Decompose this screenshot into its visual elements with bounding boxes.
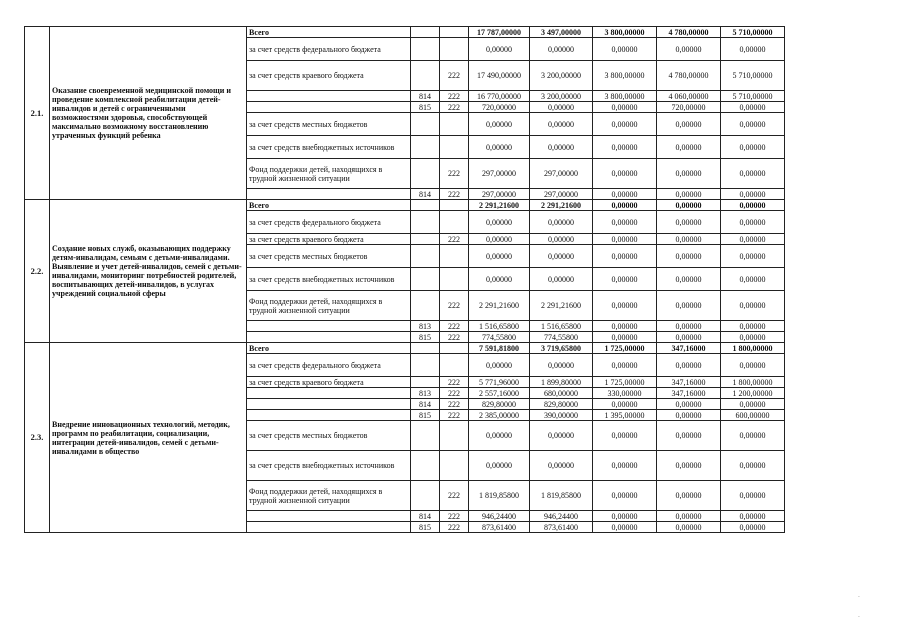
code-cell [411,113,440,136]
amount-cell: 0,00000 [721,268,785,291]
amount-cell: 0,00000 [469,245,530,268]
code-cell: 222 [440,159,469,189]
funding-source: за счет средств местных бюджетов [247,245,411,268]
amount-cell: 873,61400 [469,522,530,533]
amount-cell: 0,00000 [657,136,721,159]
amount-cell: 5 710,00000 [721,91,785,102]
amount-cell: 0,00000 [469,38,530,61]
amount-cell: 0,00000 [469,136,530,159]
funding-source: за счет средств федерального бюджета [247,354,411,377]
amount-cell: 0,00000 [469,268,530,291]
code-cell: 222 [440,61,469,91]
funding-source: за счет средств внебюджетных источников [247,451,411,481]
amount-cell: 0,00000 [721,200,785,211]
amount-cell: 0,00000 [530,38,593,61]
amount-cell: 0,00000 [721,291,785,321]
amount-cell: 680,00000 [530,388,593,399]
funding-source [247,332,411,343]
amount-cell: 0,00000 [593,189,657,200]
code-cell [411,451,440,481]
amount-cell: 3 800,00000 [593,27,657,38]
amount-cell: 0,00000 [657,354,721,377]
code-cell [440,200,469,211]
amount-cell: 2 291,21600 [530,291,593,321]
funding-source [247,399,411,410]
code-cell: 815 [411,522,440,533]
amount-cell: 0,00000 [657,399,721,410]
amount-cell: 0,00000 [657,321,721,332]
code-cell [440,211,469,234]
amount-cell: 1 800,00000 [721,377,785,388]
amount-cell: 0,00000 [593,200,657,211]
section-index: 2.1. [25,27,50,200]
total-row [25,343,785,354]
amount-cell: 774,55800 [530,332,593,343]
code-cell [440,27,469,38]
amount-cell: 946,24400 [469,511,530,522]
amount-cell: 946,24400 [530,511,593,522]
amount-cell: 3 497,00000 [530,27,593,38]
amount-cell: 0,00000 [721,354,785,377]
amount-cell: 0,00000 [721,38,785,61]
code-cell [440,268,469,291]
funding-source [247,91,411,102]
code-cell: 222 [440,511,469,522]
amount-cell: 0,00000 [721,159,785,189]
amount-cell: 3 719,65800 [530,343,593,354]
amount-cell: 0,00000 [530,113,593,136]
amount-cell: 0,00000 [657,522,721,533]
amount-cell: 0,00000 [657,189,721,200]
code-cell: 222 [440,102,469,113]
code-cell [440,136,469,159]
amount-cell: 0,00000 [657,481,721,511]
amount-cell: 7 591,81800 [469,343,530,354]
code-cell [440,38,469,61]
amount-cell: 347,16000 [657,377,721,388]
funding-source: за счет средств федерального бюджета [247,38,411,61]
amount-cell: 4 780,00000 [657,61,721,91]
code-cell: 222 [440,332,469,343]
amount-cell: 0,00000 [593,511,657,522]
amount-cell: 0,00000 [721,421,785,451]
amount-cell: 0,00000 [593,245,657,268]
code-cell: 814 [411,399,440,410]
amount-cell: 0,00000 [530,136,593,159]
amount-cell: 2 291,21600 [469,291,530,321]
amount-cell: 0,00000 [721,211,785,234]
amount-cell: 0,00000 [721,234,785,245]
amount-cell: 0,00000 [593,451,657,481]
funding-source: за счет средств внебюджетных источников [247,268,411,291]
amount-cell: 0,00000 [721,481,785,511]
amount-cell: 0,00000 [530,451,593,481]
section-index: 2.2. [25,200,50,343]
code-cell [411,200,440,211]
amount-cell: 1 516,65800 [530,321,593,332]
amount-cell: 2 291,21600 [469,200,530,211]
amount-cell: 0,00000 [469,234,530,245]
amount-cell: 0,00000 [657,511,721,522]
code-cell [411,291,440,321]
amount-cell: 0,00000 [657,451,721,481]
amount-cell: 0,00000 [469,211,530,234]
amount-cell: 0,00000 [593,291,657,321]
amount-cell: 0,00000 [469,354,530,377]
code-cell [411,61,440,91]
code-cell: 222 [440,189,469,200]
funding-source: Всего [247,200,411,211]
funding-source: за счет средств краевого бюджета [247,234,411,245]
amount-cell: 1 395,00000 [593,410,657,421]
code-cell: 222 [440,399,469,410]
amount-cell: 0,00000 [721,189,785,200]
amount-cell: 0,00000 [657,159,721,189]
funding-source [247,388,411,399]
amount-cell: 0,00000 [721,522,785,533]
amount-cell: 4 780,00000 [657,27,721,38]
amount-cell: 0,00000 [593,38,657,61]
code-cell [440,451,469,481]
funding-source: Фонд поддержки детей, находящихся в трудной жизненной ситуации [247,291,411,321]
code-cell: 815 [411,410,440,421]
amount-cell: 0,00000 [593,522,657,533]
amount-cell: 1 725,00000 [593,377,657,388]
amount-cell: 0,00000 [657,113,721,136]
amount-cell: 330,00000 [593,388,657,399]
code-cell [411,268,440,291]
amount-cell: 1 899,80000 [530,377,593,388]
code-cell: 814 [411,189,440,200]
amount-cell: 1 819,85800 [530,481,593,511]
amount-cell: 0,00000 [593,234,657,245]
funding-source [247,511,411,522]
amount-cell: 0,00000 [593,102,657,113]
funding-source: за счет средств краевого бюджета [247,61,411,91]
amount-cell: 0,00000 [721,399,785,410]
funding-source: за счет средств федерального бюджета [247,211,411,234]
code-cell [440,113,469,136]
code-cell [411,159,440,189]
amount-cell: 0,00000 [469,421,530,451]
code-cell: 813 [411,388,440,399]
amount-cell: 0,00000 [721,136,785,159]
section-description: Создание новых служб, оказывающих поддержку детям-инвалидам, семьям с детьми-инвалидами. Выявление и учет детей-инвалидов, семей с детьми-инвалидами, мониторинг потребностей родителей, воспитывающих детей-инвалидов, в услугах учреждений социальной сферы [50,200,247,343]
code-cell [411,234,440,245]
amount-cell: 390,00000 [530,410,593,421]
amount-cell: 0,00000 [657,38,721,61]
funding-source: за счет средств краевого бюджета [247,377,411,388]
code-cell [440,343,469,354]
section-description: Оказание своевременной медицинской помощи и проведение комплексной реабилитации детей-инвалидов и детей с ограниченными возможностями здоровья, способствующей максимально возможному восстановлению утраченных функций ребенка [50,27,247,200]
amount-cell: 5 710,00000 [721,27,785,38]
amount-cell: 600,00000 [721,410,785,421]
amount-cell: 5 710,00000 [721,61,785,91]
code-cell [411,354,440,377]
amount-cell: 0,00000 [721,451,785,481]
funding-source [247,321,411,332]
amount-cell: 0,00000 [721,113,785,136]
amount-cell: 297,00000 [530,159,593,189]
code-cell [411,421,440,451]
amount-cell: 720,00000 [657,102,721,113]
code-cell [411,27,440,38]
amount-cell: 4 060,00000 [657,91,721,102]
amount-cell: 829,80000 [469,399,530,410]
amount-cell: 1 725,00000 [593,343,657,354]
amount-cell: 0,00000 [593,268,657,291]
funding-source [247,102,411,113]
funding-source: Фонд поддержки детей, находящихся в трудной жизненной ситуации [247,159,411,189]
code-cell [411,136,440,159]
margin-mark: · [858,614,860,621]
amount-cell: 0,00000 [469,451,530,481]
amount-cell: 0,00000 [657,332,721,343]
amount-cell: 0,00000 [721,511,785,522]
code-cell: 222 [440,377,469,388]
code-cell: 222 [440,410,469,421]
amount-cell: 347,16000 [657,388,721,399]
margin-mark: · [858,594,860,601]
code-cell [440,245,469,268]
amount-cell: 0,00000 [530,234,593,245]
code-cell: 222 [440,291,469,321]
code-cell: 222 [440,522,469,533]
amount-cell: 1 800,00000 [721,343,785,354]
code-cell: 222 [440,388,469,399]
amount-cell: 0,00000 [593,399,657,410]
code-cell: 222 [440,481,469,511]
amount-cell: 0,00000 [657,234,721,245]
amount-cell: 0,00000 [593,159,657,189]
amount-cell: 0,00000 [657,410,721,421]
amount-cell: 0,00000 [657,291,721,321]
amount-cell: 720,00000 [469,102,530,113]
code-cell [411,245,440,268]
total-row [25,200,785,211]
amount-cell: 774,55800 [469,332,530,343]
code-cell: 222 [440,91,469,102]
amount-cell: 0,00000 [530,211,593,234]
code-cell: 813 [411,321,440,332]
amount-cell: 0,00000 [657,268,721,291]
amount-cell: 297,00000 [530,189,593,200]
amount-cell: 0,00000 [530,102,593,113]
amount-cell: 0,00000 [593,421,657,451]
code-cell [440,354,469,377]
code-cell: 222 [440,234,469,245]
budget-table [24,26,785,533]
amount-cell: 0,00000 [657,200,721,211]
funding-source [247,522,411,533]
amount-cell: 0,00000 [721,332,785,343]
total-row [25,27,785,38]
amount-cell: 0,00000 [593,321,657,332]
code-cell [411,343,440,354]
amount-cell: 0,00000 [721,245,785,268]
amount-cell: 16 770,00000 [469,91,530,102]
code-cell: 815 [411,102,440,113]
code-cell: 814 [411,511,440,522]
amount-cell: 0,00000 [469,113,530,136]
amount-cell: 3 800,00000 [593,61,657,91]
amount-cell: 1 819,85800 [469,481,530,511]
amount-cell: 3 800,00000 [593,91,657,102]
amount-cell: 0,00000 [593,113,657,136]
code-cell [411,481,440,511]
funding-source [247,189,411,200]
code-cell [411,38,440,61]
amount-cell: 0,00000 [657,421,721,451]
amount-cell: 0,00000 [657,245,721,268]
amount-cell: 2 557,16000 [469,388,530,399]
funding-source: Фонд поддержки детей, находящихся в трудной жизненной ситуации [247,481,411,511]
amount-cell: 3 200,00000 [530,91,593,102]
funding-source: Всего [247,343,411,354]
amount-cell: 873,61400 [530,522,593,533]
amount-cell: 297,00000 [469,159,530,189]
amount-cell: 1 200,00000 [721,388,785,399]
funding-source [247,410,411,421]
amount-cell: 0,00000 [593,211,657,234]
code-cell: 814 [411,91,440,102]
amount-cell: 0,00000 [593,136,657,159]
amount-cell: 0,00000 [593,332,657,343]
funding-source: за счет средств местных бюджетов [247,113,411,136]
amount-cell: 347,16000 [657,343,721,354]
amount-cell: 17 490,00000 [469,61,530,91]
amount-cell: 0,00000 [657,211,721,234]
budget-table-body [25,27,785,533]
code-cell: 815 [411,332,440,343]
amount-cell: 297,00000 [469,189,530,200]
amount-cell: 0,00000 [530,268,593,291]
amount-cell: 3 200,00000 [530,61,593,91]
amount-cell: 829,80000 [530,399,593,410]
amount-cell: 1 516,65800 [469,321,530,332]
amount-cell: 0,00000 [530,354,593,377]
amount-cell: 5 771,96000 [469,377,530,388]
amount-cell: 0,00000 [721,321,785,332]
funding-source: за счет средств местных бюджетов [247,421,411,451]
amount-cell: 0,00000 [593,481,657,511]
code-cell [440,421,469,451]
code-cell [411,211,440,234]
amount-cell: 0,00000 [593,354,657,377]
amount-cell: 0,00000 [530,245,593,268]
funding-source: Всего [247,27,411,38]
amount-cell: 0,00000 [721,102,785,113]
section-description: Внедрение инновационных технологий, методик, программ по реабилитации, социализации, интеграции детей-инвалидов, семей с детьми-инвалидами в общество [50,343,247,533]
funding-source: за счет средств внебюджетных источников [247,136,411,159]
amount-cell: 2 291,21600 [530,200,593,211]
code-cell [411,377,440,388]
code-cell: 222 [440,321,469,332]
amount-cell: 17 787,00000 [469,27,530,38]
amount-cell: 0,00000 [530,421,593,451]
section-index: 2.3. [25,343,50,533]
amount-cell: 2 385,00000 [469,410,530,421]
